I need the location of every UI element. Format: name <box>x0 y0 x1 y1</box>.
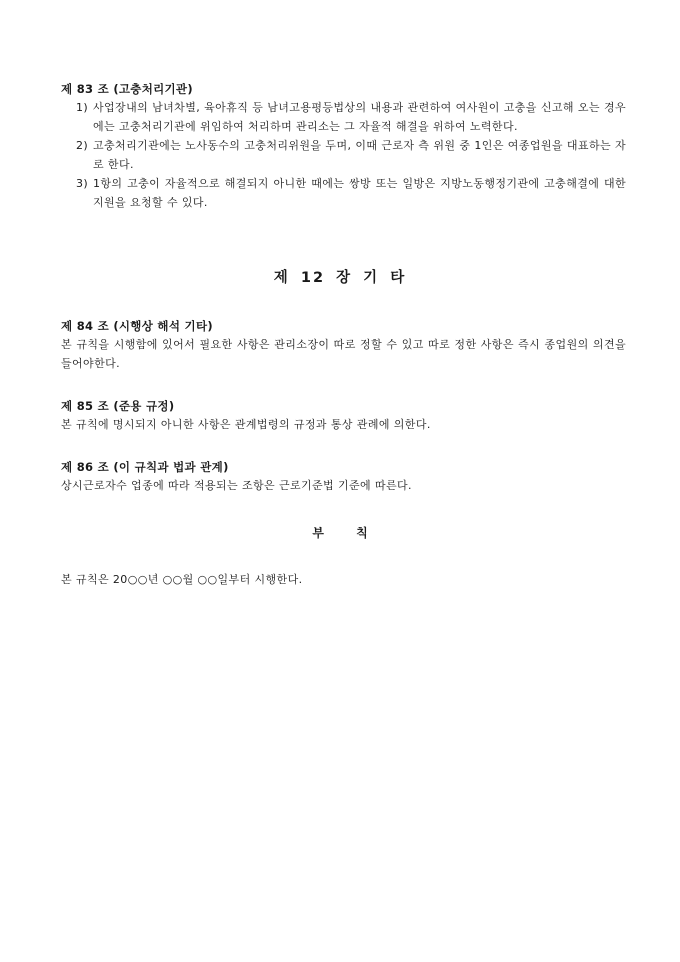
article-86-title: 제 86 조 (이 규칙과 법과 관계) <box>61 460 229 474</box>
article-83-item-3 <box>61 174 626 212</box>
article-86 <box>61 458 626 495</box>
article-83 <box>61 80 626 212</box>
item-text: 1항의 고충이 자율적으로 해결되지 아니한 때에는 쌍방 또는 일방은 지방노동행정기관에 고충해결에 대한 지원을 요청할 수 있다. <box>93 177 626 209</box>
article-83-item-2 <box>61 136 626 174</box>
appendix-body: 본 규칙은 20○○년 ○○월 ○○일부터 시행한다. <box>61 573 303 586</box>
item-number: 2) <box>76 139 89 152</box>
article-85-body: 본 규칙에 명시되지 아니한 사항은 관계법령의 규정과 통상 관례에 의한다. <box>61 418 431 431</box>
article-86-body: 상시근로자수 업종에 따라 적용되는 조항은 근로기준법 기준에 따른다. <box>61 479 412 492</box>
item-number: 1) <box>76 101 89 114</box>
item-text: 사업장내의 남녀차별, 육아휴직 등 남녀고용평등법상의 내용과 관련하여 여사원이 고충을 신고해 오는 경우에는 고충처리기관에 위임하여 처리하며 관리소는 그 자율적 해결을 위하여 노력한다. <box>93 101 626 133</box>
article-84-body: 본 규칙을 시행함에 있어서 필요한 사항은 관리소장이 따로 정할 수 있고 따로 정한 사항은 즉시 종업원의 의견을 들어야한다. <box>61 338 626 370</box>
appendix <box>61 570 626 589</box>
article-85 <box>61 397 626 434</box>
appendix-heading: 부 칙 <box>312 526 368 540</box>
item-number: 3) <box>76 177 89 190</box>
chapter-12-heading: 제 12 장 기 타 <box>273 270 407 286</box>
article-84-title: 제 84 조 (시행상 해석 기타) <box>61 319 213 333</box>
article-83-item-1 <box>61 98 626 136</box>
article-83-title: 제 83 조 (고충처리기관) <box>61 82 193 96</box>
article-85-title: 제 85 조 (준용 규정) <box>61 399 175 413</box>
item-text: 고충처리기관에는 노사동수의 고충처리위원을 두며, 이때 근로자 측 위원 중 1인은 여종업원을 대표하는 자로 한다. <box>93 139 626 171</box>
article-84 <box>61 317 626 373</box>
